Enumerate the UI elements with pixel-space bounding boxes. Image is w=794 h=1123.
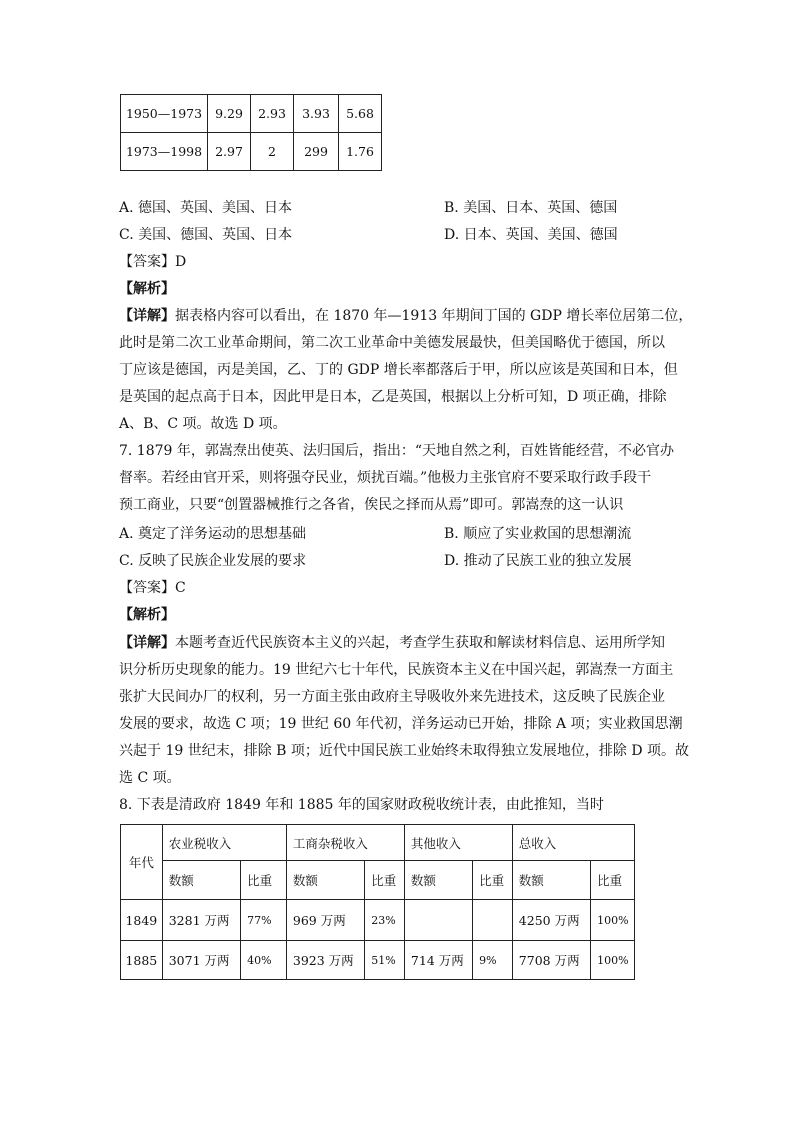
table-cell: 714 万两 [404, 941, 472, 980]
sub-header-share: 比重 [241, 861, 287, 900]
gdp-growth-table [120, 94, 382, 171]
table-cell: 100% [591, 941, 635, 980]
q6-detail-line: A、B、C 项。故选 D 项。 [119, 416, 287, 432]
q6-detail-line: 丁应该是德国，丙是美国，乙、丁的 GDP 增长率都落后于甲，所以应该是英国和日本，但 [119, 362, 678, 378]
group-header: 总收入 [512, 825, 634, 861]
table-cell: 9% [473, 941, 513, 980]
table-row [121, 941, 635, 980]
sub-header-share: 比重 [365, 861, 405, 900]
q7-option-c: C. 反映了民族企业发展的要求 [119, 553, 307, 569]
table-cell [404, 900, 472, 941]
q7-detail-line: 发展的要求，故选 C 项；19 世纪 60 年代初，洋务运动已开始，排除 A 项；实业救国思潮 [119, 716, 683, 732]
group-header: 工商杂税收入 [286, 825, 404, 861]
q6-detail-text: 据表格内容可以看出，在 1870 年—1913 年期间丁国的 GDP 增长率位居第二位， [175, 308, 693, 324]
q6-detail-label: 【详解】 [119, 308, 175, 324]
table-cell-year: 1849 [121, 900, 163, 941]
q7-detail-line [119, 633, 665, 653]
sub-header-amount: 数额 [404, 861, 472, 900]
q7-option-b: B. 顺应了实业救国的思想潮流 [444, 526, 632, 542]
q6-analysis-label: 【解析】 [119, 281, 175, 297]
table-row [121, 900, 635, 941]
table-cell: 3281 万两 [162, 900, 240, 941]
table-cell: 9.29 [208, 95, 251, 133]
q6-option-b: B. 美国、日本、英国、德国 [444, 200, 618, 216]
q7-answer: 【答案】C [119, 580, 186, 596]
table-row [121, 133, 382, 171]
table-cell: 100% [591, 900, 635, 941]
table-cell: 77% [241, 900, 287, 941]
table-cell: 5.68 [339, 95, 382, 133]
sub-header-share: 比重 [591, 861, 635, 900]
table-cell: 969 万两 [286, 900, 364, 941]
q7-stem-line: 7. 1879 年，郭嵩焘出使英、法归国后，指出：“天地自然之利，百姓皆能经营，不必官办 [119, 443, 675, 459]
year-header: 年代 [121, 825, 163, 900]
q7-stem-line: 督率。若经由官开采，则将强夺民业，烦扰百端。”他极力主张官府不要采取行政手段干 [119, 470, 652, 486]
q6-detail-line [119, 306, 692, 326]
sub-header-amount: 数额 [286, 861, 364, 900]
sub-header-share: 比重 [473, 861, 513, 900]
table-cell: 40% [241, 941, 287, 980]
q6-option-c: C. 美国、德国、英国、日本 [119, 227, 293, 243]
table-cell: 3071 万两 [162, 941, 240, 980]
sub-header-amount: 数额 [162, 861, 240, 900]
table-cell: 299 [294, 133, 339, 171]
table-header-row [121, 825, 635, 861]
q7-option-a: A. 奠定了洋务运动的思想基础 [119, 526, 307, 542]
table-cell-year: 1885 [121, 941, 163, 980]
tax-revenue-table [120, 824, 635, 980]
table-cell: 3923 万两 [286, 941, 364, 980]
sub-header-amount: 数额 [512, 861, 590, 900]
table-cell: 1950—1973 [121, 95, 208, 133]
table-cell: 1.76 [339, 133, 382, 171]
table-cell: 4250 万两 [512, 900, 590, 941]
table-cell: 3.93 [294, 95, 339, 133]
q7-detail-line: 兴起于 19 世纪末，排除 B 项；近代中国民族工业始终未取得独立发展地位，排除 D 项。故 [119, 743, 690, 759]
table-cell: 51% [365, 941, 405, 980]
q7-detail-line: 选 C 项。 [119, 770, 181, 786]
table-row [121, 95, 382, 133]
q6-detail-line: 是英国的起点高于日本，因此甲是日本，乙是英国，根据以上分析可知，D 项正确，排除 [119, 389, 667, 405]
table-subheader-row [121, 861, 635, 900]
table-cell [473, 900, 513, 941]
q7-detail-line: 识分析历史现象的能力。19 世纪六七十年代，民族资本主义在中国兴起，郭嵩焘一方面主 [119, 662, 674, 678]
group-header: 农业税收入 [162, 825, 286, 861]
table-cell: 23% [365, 900, 405, 941]
table-cell: 2.93 [251, 95, 294, 133]
q6-detail-line: 此时是第二次工业革命期间，第二次工业革命中美德发展最快，但美国略优于德国，所以 [119, 335, 665, 351]
table-cell: 1973—1998 [121, 133, 208, 171]
q6-answer: 【答案】D [119, 254, 187, 270]
table-cell: 2.97 [208, 133, 251, 171]
group-header: 其他收入 [404, 825, 512, 861]
q6-option-d: D. 日本、英国、美国、德国 [444, 227, 618, 243]
q8-stem: 8. 下表是清政府 1849 年和 1885 年的国家财政税收统计表，由此推知，当时 [119, 797, 604, 813]
q6-option-a: A. 德国、英国、美国、日本 [119, 200, 293, 216]
q7-analysis-label: 【解析】 [119, 607, 175, 623]
table-cell: 7708 万两 [512, 941, 590, 980]
q7-detail-label: 【详解】 [119, 635, 175, 651]
q7-stem-line: 预工商业，只要“创置器械推行之各省，俟民之择而从焉”即可。郭嵩焘的这一认识 [119, 497, 624, 513]
q7-detail-line: 张扩大民间办厂的权利，另一方面主张由政府主导吸收外来先进技术，这反映了民族企业 [119, 689, 665, 705]
q7-option-d: D. 推动了民族工业的独立发展 [444, 553, 632, 569]
q7-detail-text: 本题考查近代民族资本主义的兴起，考查学生获取和解读材料信息、运用所学知 [175, 635, 665, 651]
table-cell: 2 [251, 133, 294, 171]
